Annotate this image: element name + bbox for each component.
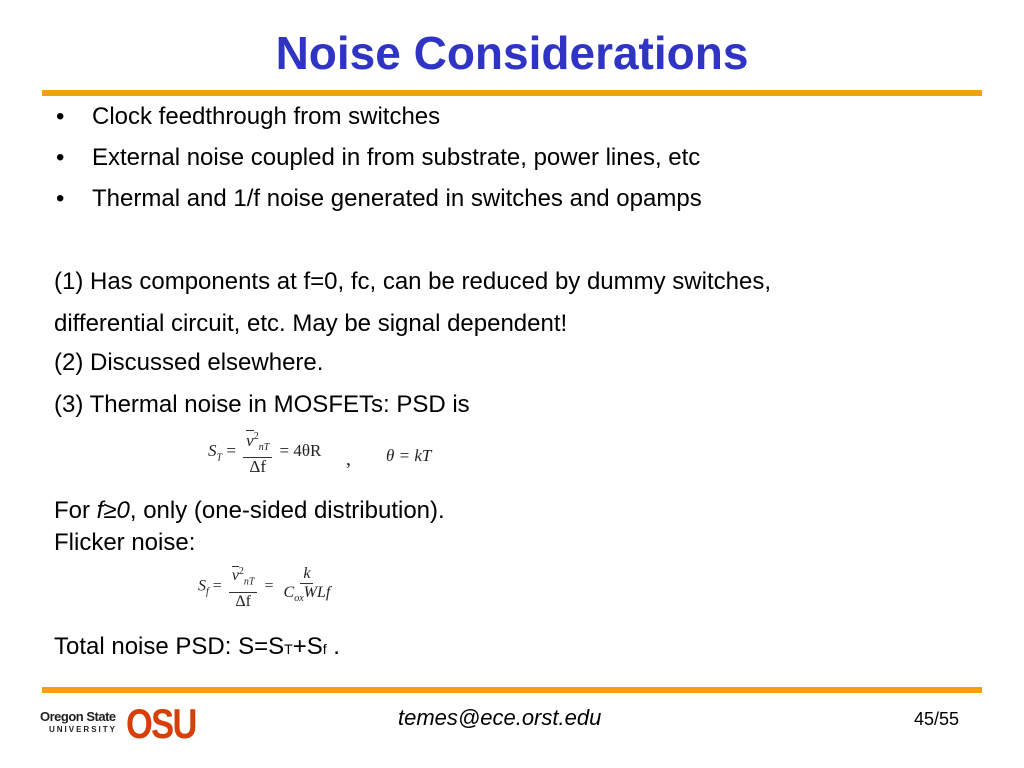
eq-fraction xyxy=(281,565,334,608)
bullet-icon: • xyxy=(56,144,65,171)
logo-line2: UNIVERSITY xyxy=(48,725,117,734)
bullet-icon: • xyxy=(56,103,65,130)
eq-symbol: WLf xyxy=(303,584,331,602)
eq-fraction xyxy=(229,563,258,611)
eq-denominator: Δf xyxy=(235,592,251,610)
footer-email: temes@ece.orst.edu xyxy=(398,705,602,730)
bullet-text: Thermal and 1/f noise generated in switches and opamps xyxy=(92,185,702,212)
theta-equation: θ = kT xyxy=(386,446,432,465)
eq-denominator: Δf xyxy=(249,457,266,477)
eq-symbol: C xyxy=(283,584,295,602)
logo-wordmark xyxy=(40,710,126,735)
bullet-text: External noise coupled in from substrate, power lines, etc xyxy=(92,144,701,171)
for-line xyxy=(54,496,445,526)
eq-symbol: S xyxy=(208,440,217,460)
eq-symbol: k xyxy=(303,565,311,583)
eq-symbol: v xyxy=(231,567,239,585)
eq-subscript: T xyxy=(216,452,223,464)
total-end: . xyxy=(326,633,340,660)
flicker-equation xyxy=(198,563,336,611)
eq-numerator xyxy=(300,565,313,584)
eq-subscript: nT xyxy=(258,442,270,454)
eq-subscript: f xyxy=(206,586,209,598)
eq-symbol: v xyxy=(246,430,254,450)
eq-numerator xyxy=(243,428,272,458)
list-item xyxy=(56,182,702,223)
slide-title: Noise Considerations xyxy=(275,27,749,79)
logo-mark: OSU xyxy=(126,700,196,747)
total-noise-line xyxy=(54,632,340,664)
thermal-equation xyxy=(208,428,321,476)
total-sub-t: T xyxy=(284,641,293,657)
eq-superscript: 2 xyxy=(238,566,244,577)
para1-line2: differential circuit, etc. May be signal dependent! xyxy=(54,310,568,337)
para2: (2) Discussed elsewhere. xyxy=(54,349,324,376)
eq-denominator xyxy=(281,584,334,608)
total-plus: +S xyxy=(292,633,323,660)
para1-line1: (1) Has components at f=0, fc, can be reduced by dummy switches, xyxy=(54,268,771,295)
osu-logo xyxy=(40,698,196,752)
for-suffix: , only (one-sided distribution). xyxy=(129,497,445,524)
bottom-divider xyxy=(42,687,982,693)
list-item xyxy=(56,141,702,182)
eq-superscript: 2 xyxy=(253,431,259,442)
total-prefix: Total noise PSD: S=S xyxy=(54,633,285,660)
list-item xyxy=(56,100,702,141)
eq-operator: = xyxy=(226,440,236,460)
bullet-list xyxy=(56,100,702,223)
eq-comma: , xyxy=(346,448,351,470)
bullet-text: Clock feedthrough from switches xyxy=(92,103,441,130)
for-prefix: For xyxy=(54,497,97,524)
bullet-icon: • xyxy=(56,185,65,212)
eq-operator: = xyxy=(212,577,222,595)
page-number: 45/55 xyxy=(914,709,960,729)
eq-numerator xyxy=(229,563,258,593)
logo-line1: Oregon State xyxy=(40,709,116,724)
for-variable: f≥0 xyxy=(96,497,130,524)
eq-rhs: = 4θR xyxy=(279,440,322,460)
eq-fraction xyxy=(243,428,272,476)
eq-operator: = xyxy=(264,577,274,595)
eq-subscript: nT xyxy=(243,576,255,588)
eq-subscript: ox xyxy=(294,593,304,605)
top-divider xyxy=(42,90,982,96)
para3: (3) Thermal noise in MOSFETs: PSD is xyxy=(54,391,470,418)
eq-symbol: S xyxy=(198,577,206,595)
flicker-label: Flicker noise: xyxy=(54,529,196,556)
total-sub-f: f xyxy=(322,641,327,657)
